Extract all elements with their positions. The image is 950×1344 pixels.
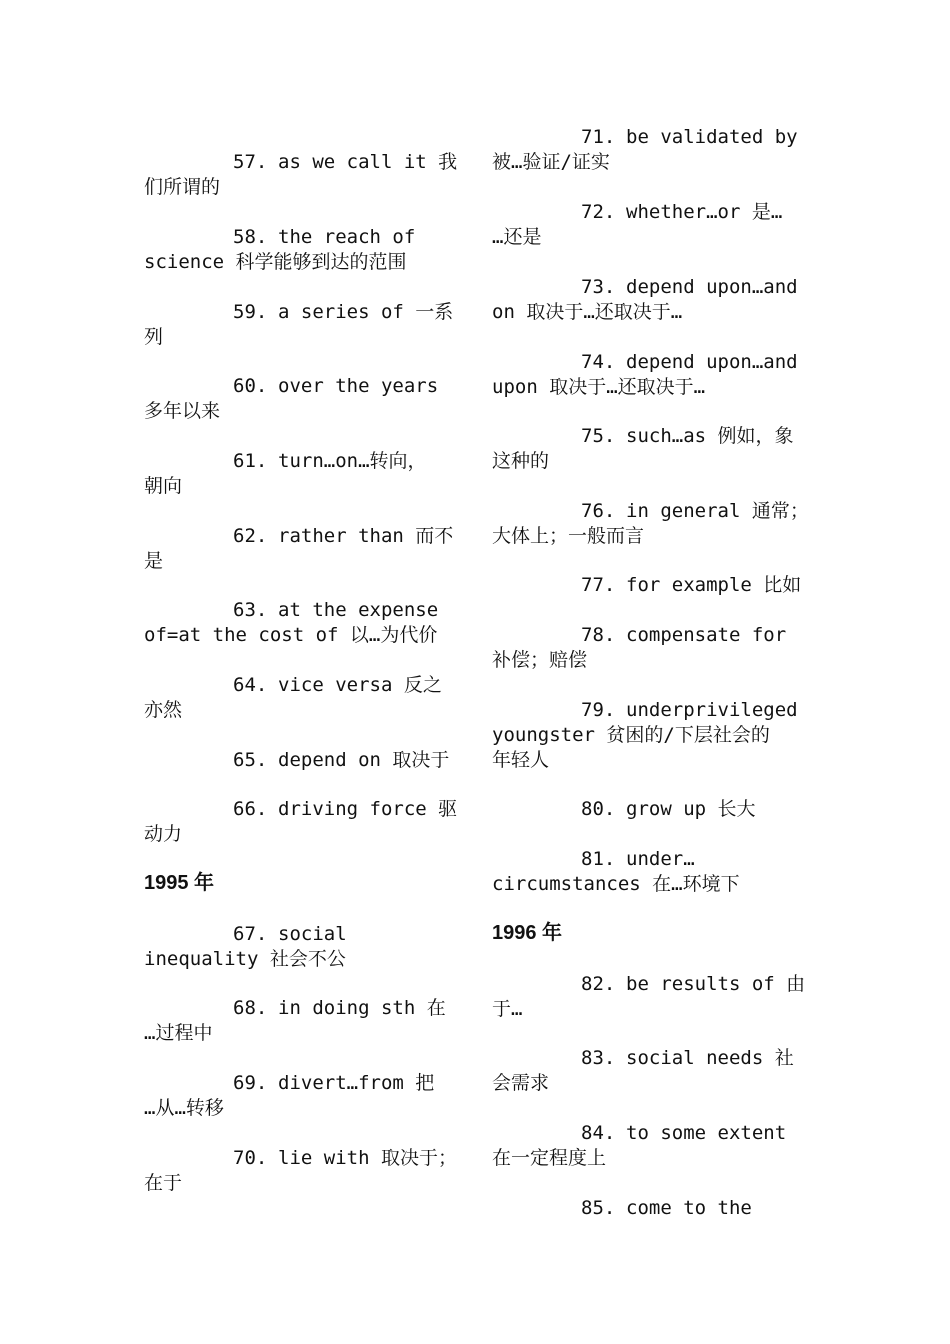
list-item: 85. come to the: [581, 1197, 752, 1219]
list-item: 81. under… circumstances 在…环境下: [492, 848, 740, 895]
list-item: 77. for example 比如: [581, 574, 802, 596]
list-item: 73. depend upon…and on 取决于…还取决于…: [492, 276, 798, 323]
list-item: 68. in doing sth 在 …过程中: [144, 997, 446, 1044]
list-item: 72. whether…or 是… …还是: [492, 201, 783, 248]
list-item: 67. social inequality 社会不公: [144, 923, 347, 970]
list-item: 80. grow up 长大: [581, 798, 756, 820]
list-item: 76. in general 通常； 大体上；一般而言: [492, 500, 809, 547]
list-item: 65. depend on 取决于: [233, 749, 450, 771]
list-item: 74. depend upon…and upon 取决于…还取决于…: [492, 351, 798, 398]
list-item: 62. rather than 而不 是: [144, 525, 454, 572]
list-item: 63. at the expense of=at the cost of 以…为代价: [144, 599, 439, 646]
list-item: 75. such…as 例如，象 这种的: [492, 425, 794, 472]
list-item: 84. to some extent 在一定程度上: [492, 1122, 787, 1169]
list-item: 60. over the years 多年以来: [144, 375, 439, 422]
list-item: 82. be results of 由 于…: [492, 973, 806, 1020]
list-item: 61. turn…on…转向， 朝向: [144, 450, 427, 497]
list-item: 69. divert…from 把 …从…转移: [144, 1072, 435, 1119]
list-item: 78. compensate for 补偿；赔偿: [492, 624, 787, 671]
list-item: 66. driving force 驱 动力: [144, 798, 458, 845]
list-item: 71. be validated by 被…验证/证实: [492, 126, 798, 173]
list-item: 83. social needs 社 会需求: [492, 1047, 794, 1094]
list-item: 57. as we call it 我 们所谓的: [144, 151, 458, 198]
list-item: 79. underprivileged youngster 贫困的/下层社会的 年轻人: [492, 699, 798, 771]
year-heading: 1996 年: [492, 922, 563, 944]
list-item: 59. a series of 一系 列: [144, 301, 454, 348]
year-heading: 1995 年: [144, 872, 215, 894]
list-item: 58. the reach of science 科学能够到达的范围: [144, 226, 416, 273]
list-item: 70. lie with 取决于； 在于: [144, 1147, 457, 1194]
list-item: 64. vice versa 反之 亦然: [144, 674, 442, 721]
